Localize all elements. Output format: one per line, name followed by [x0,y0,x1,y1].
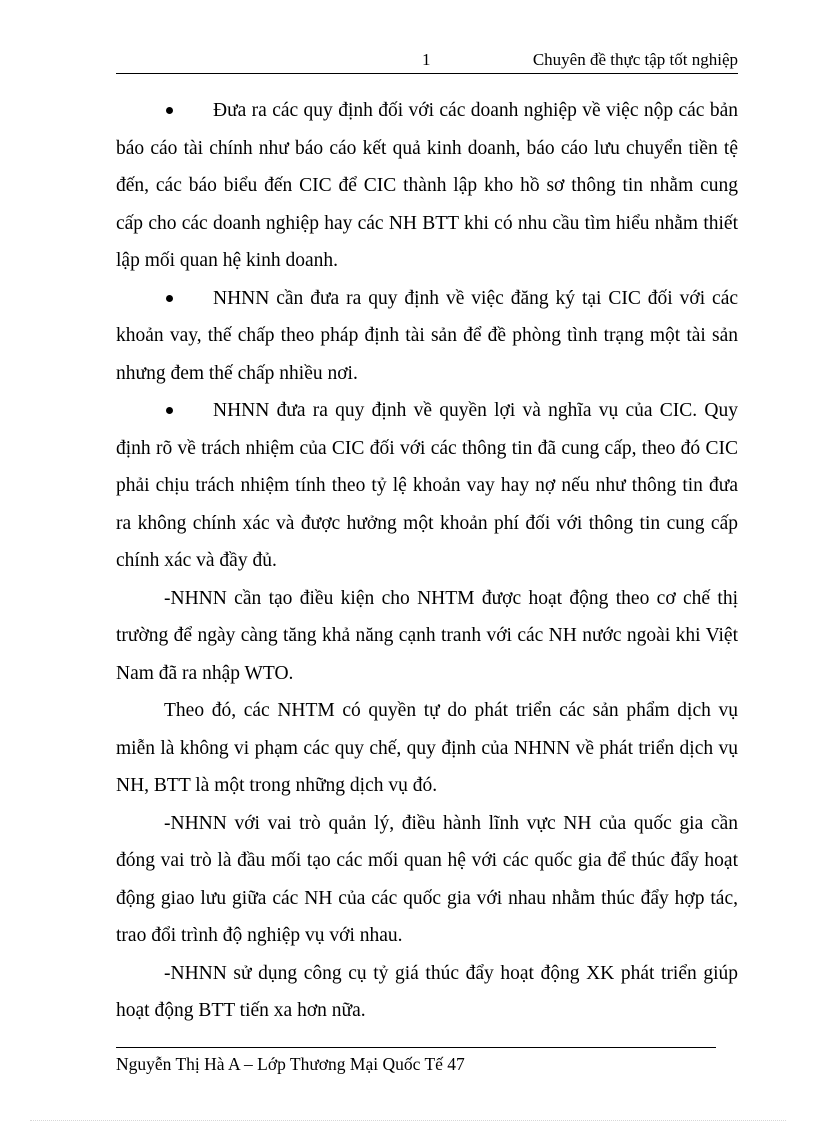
page-number: 1 [422,50,431,69]
paragraph: -NHNN sử dụng công cụ tỷ giá thúc đẩy hoạt động XK phát triển giúp hoạt động BTT tiến xa hơn nữa. [116,962,738,1021]
header-title: Chuyên đề thực tập tốt nghiệp [532,50,738,69]
bullet-text: NHNN đưa ra quy định về quyền lợi và nghĩa vụ của CIC. Quy định rõ về trách nhiệm của CIC đối với các thông tin đã cung cấp, theo đó CIC phải chịu trách nhiệm tính theo tỷ lệ khoản vay hay nợ nếu như thông tin đưa ra không chính xác và được hưởng một khoản phí đối với thông tin cung cấp chính xác và đầy đủ. [116,400,738,571]
bullet-item [116,92,738,280]
bullet-text: NHNN cần đưa ra quy định về việc đăng ký tại CIC đối với các khoản vay, thế chấp theo pháp định tài sản để đề phòng tình trạng một tài sản nhưng đem thế chấp nhiều nơi. [116,287,738,384]
bullet-icon [166,107,173,114]
page-footer: Nguyễn Thị Hà A – Lớp Thương Mại Quốc Tế 47 [116,1054,465,1074]
footer-rule [116,1047,716,1048]
bullet-item [116,392,738,580]
document-body [116,92,738,1030]
page-header [116,50,738,74]
page-edge-divider [30,1120,786,1121]
paragraph: Theo đó, các NHTM có quyền tự do phát triển các sản phẩm dịch vụ miễn là không vi phạm các quy chế, quy định của NHNN về phát triển dịch vụ NH, BTT là một trong những dịch vụ đó. [116,700,738,796]
bullet-item [116,280,738,393]
header-rule [116,73,738,74]
bullet-icon [166,295,173,302]
bullet-icon [166,407,173,414]
paragraph: -NHNN với vai trò quản lý, điều hành lĩnh vực NH của quốc gia cần đóng vai trò là đầu mối tạo các mối quan hệ với các quốc gia để thúc đẩy hoạt động giao lưu giữa các NH của các quốc gia với nhau nhằm thúc đẩy hợp tác, trao đổi trình độ nghiệp vụ với nhau. [116,812,738,946]
bullet-text: Đưa ra các quy định đối với các doanh nghiệp về việc nộp các bản báo cáo tài chính như báo cáo kết quả kinh doanh, báo cáo lưu chuyển tiền tệ đến, các báo biểu đến CIC để CIC thành lập kho hồ sơ thông tin nhằm cung cấp cho các doanh nghiệp hay các NH BTT khi có nhu cầu tìm hiểu nhằm thiết lập mối quan hệ kinh doanh. [116,100,738,271]
paragraph: -NHNN cần tạo điều kiện cho NHTM được hoạt động theo cơ chế thị trường để ngày càng tăng khả năng cạnh tranh với các NH nước ngoài khi Việt Nam đã ra nhập WTO. [116,587,738,684]
